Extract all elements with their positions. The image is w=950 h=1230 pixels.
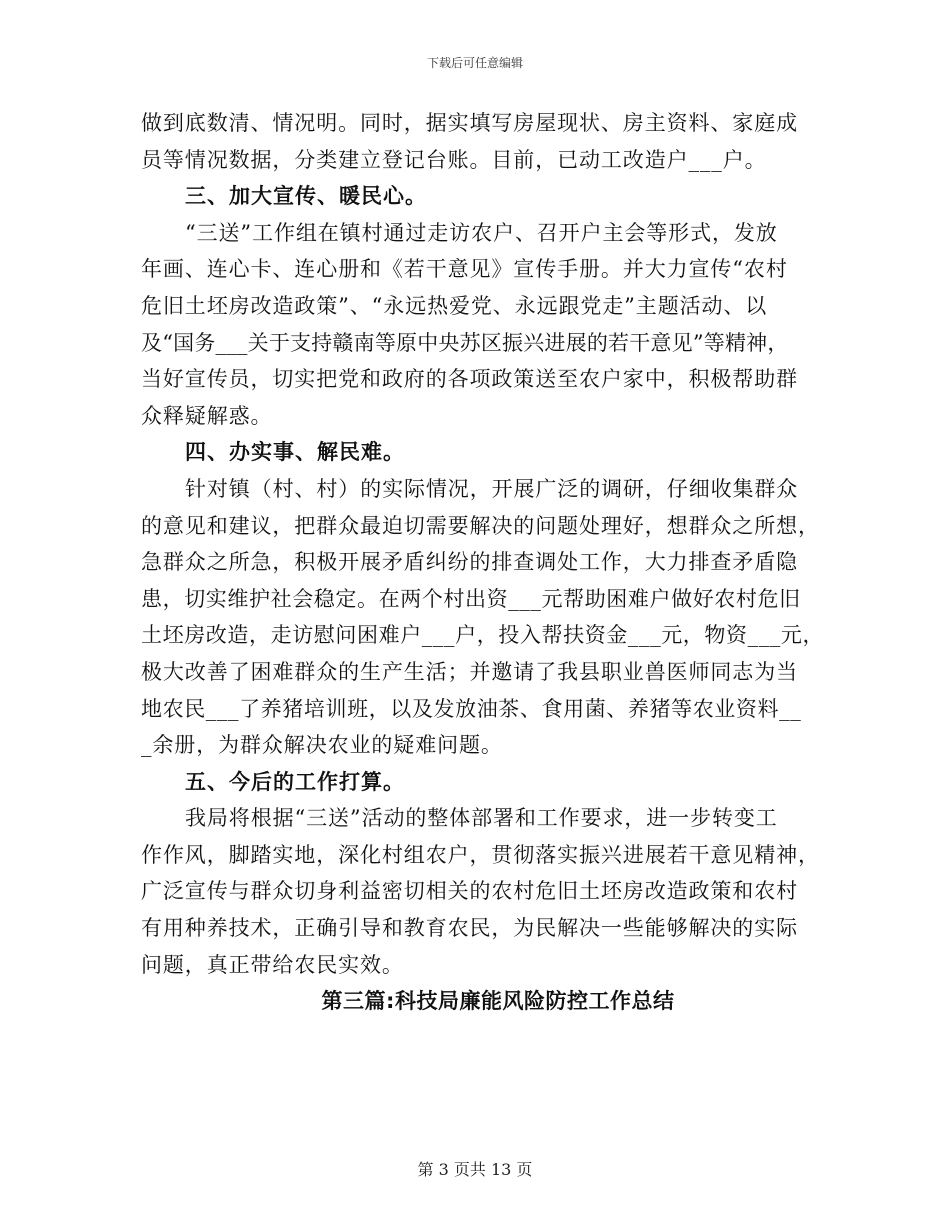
body-line: “三送”工作组在镇村通过走访农户、召开户主会等形式，发放 [185,220,778,245]
body-line: 的意见和建议，把群众最迫切需要解决的问题处理好，想群众之所想， [141,513,820,538]
body-line: 急群众之所急，积极开展矛盾纠纷的排查调处工作，大力排查矛盾隐 [141,550,798,575]
body-line: 及“国务___关于支持赣南等原中央苏区振兴进展的若干意见”等精神， [141,330,789,355]
body-line: 针对镇（村、村）的实际情况，开展广泛的调研，仔细收集群众 [185,476,799,501]
body-line: 患，切实维护社会稳定。在两个村出资___元帮助困难户做好农村危旧 [141,586,801,611]
chapter-title: 第三篇:科技局廉能风险防控工作总结 [321,989,675,1014]
body-line: 土坯房改造，走访慰问困难户___户，投入帮扶资金___元，物资___元， [141,623,825,648]
body-line: 地农民___了养猪培训班，以及发放油茶、食用菌、养猪等农业资料__ [141,696,802,721]
body-line: 我局将根据“三送”活动的整体部署和工作要求，进一步转变工 [185,806,778,831]
page-number: 第 3 页共 13 页 [417,1160,533,1179]
page-header-note: 下载后可任意编辑 [426,56,523,70]
section-heading-3: 三、加大宣传、暖民心。 [185,184,427,209]
body-line: 广泛宣传与群众切身利益密切相关的农村危旧土坯房改造政策和农村 [141,879,798,904]
body-line: 做到底数清、情况明。同时，据实填写房屋现状、房主资料、家庭成 [141,111,798,135]
body-line: _余册，为群众解决农业的疑难问题。 [141,733,503,758]
body-line: 当好宣传员，切实把党和政府的各项政策送至农户家中，积极帮助群 [141,367,798,392]
section-heading-4: 四、办实事、解民难。 [185,440,405,465]
document-body [141,105,825,1020]
body-line: 众释疑解惑。 [141,403,273,428]
body-line: 危旧土坯房改造政策”、“永远热爱党、永远跟党走”主题活动、以 [141,293,768,318]
section-heading-5: 五、今后的工作打算。 [185,769,405,794]
body-line: 问题，真正带给农民实效。 [141,952,404,977]
body-line: 作作风，脚踏实地，深化村组农户，贯彻落实振兴进展若干意见精神， [141,842,820,867]
body-line: 年画、连心卡、连心册和《若干意见》宣传手册。并大力宣传“农村 [141,257,788,282]
body-line: 极大改善了困难群众的生产生活；并邀请了我县职业兽医师同志为当 [141,659,798,684]
body-line: 有用种养技术，正确引导和教育农民，为民解决一些能够解决的实际 [141,916,798,941]
body-line: 员等情况数据，分类建立登记台账。目前，已动工改造户___户。 [141,147,767,172]
